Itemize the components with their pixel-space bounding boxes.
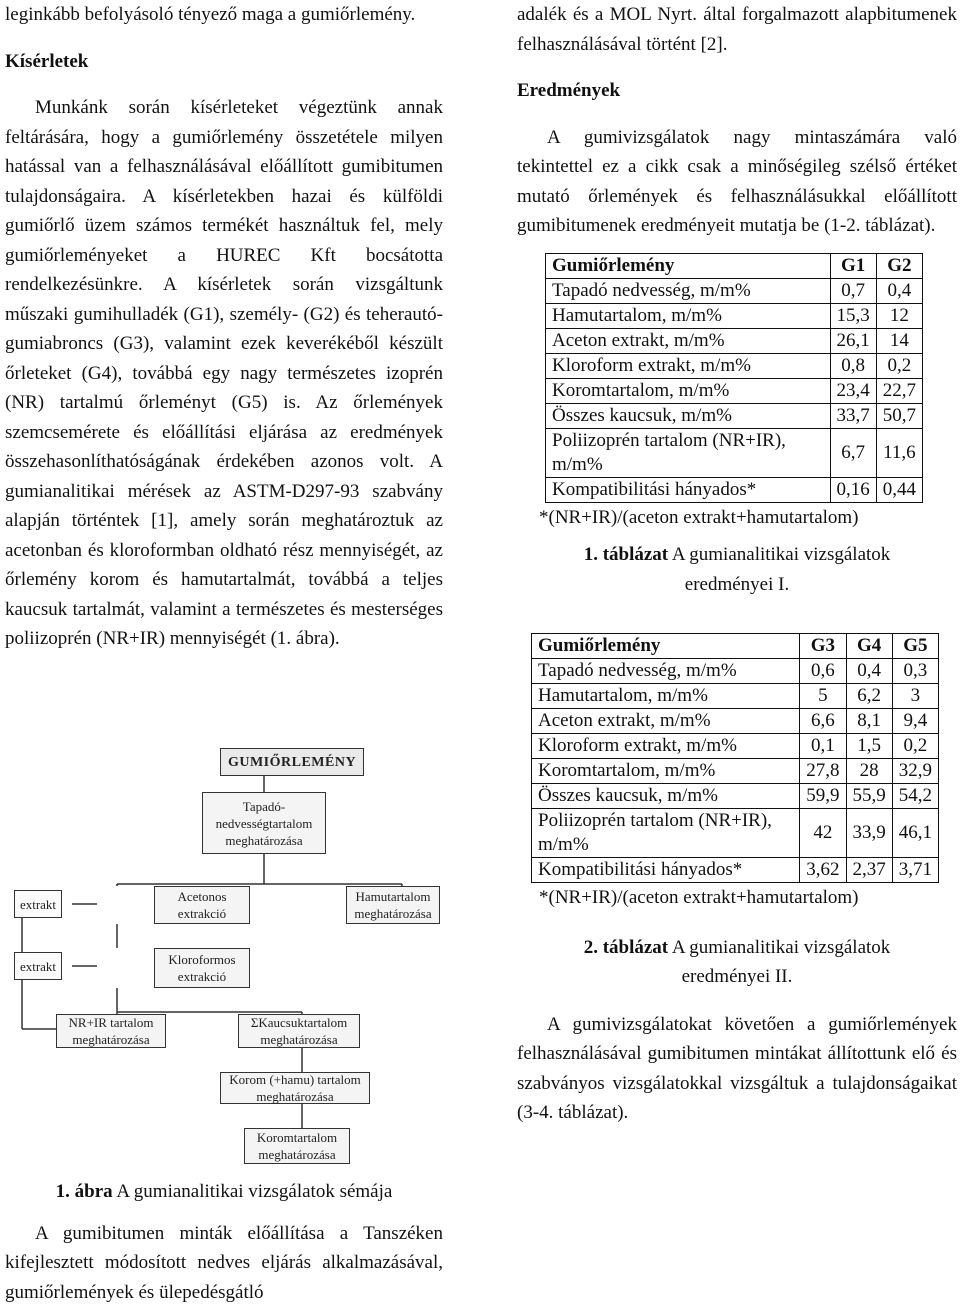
table-cell: 0,2	[876, 353, 922, 378]
table-header-cell: G2	[876, 253, 922, 278]
table-row	[546, 353, 923, 378]
table-row-label: Koromtartalom, m/m%	[532, 759, 800, 784]
table-2-caption	[517, 933, 957, 992]
table-1-caption	[517, 540, 957, 599]
table-cell: 22,7	[876, 378, 922, 403]
table-cell: 0,8	[830, 353, 876, 378]
table-cell: 26,1	[830, 328, 876, 353]
table-1-caption-number: 1. táblázat	[584, 544, 668, 565]
table-row-label: Poliizoprén tartalom (NR+IR), m/m%	[532, 809, 800, 858]
table-cell: 55,9	[846, 784, 892, 809]
diagram-node-total-rubber: ΣKaucsuktartalom meghatározása	[238, 1014, 360, 1048]
table-cell: 3,62	[800, 858, 846, 883]
table-cell: 0,1	[800, 734, 846, 759]
table-cell: 6,6	[800, 709, 846, 734]
table-2-note: *(NR+IR)/(aceton extrakt+hamutartalom)	[539, 883, 957, 913]
table-cell: 12	[876, 303, 922, 328]
table-cell: 6,7	[830, 428, 876, 477]
table-cell: 50,7	[876, 403, 922, 428]
table-row-label: Hamutartalom, m/m%	[532, 684, 800, 709]
right-column	[517, 0, 957, 1128]
table-cell: 1,5	[846, 734, 892, 759]
table-cell: 0,6	[800, 659, 846, 684]
table-row	[532, 759, 939, 784]
diagram-node-extrakt-1: extrakt	[14, 890, 62, 918]
table-row-label: Összes kaucsuk, m/m%	[546, 403, 831, 428]
table-header-cell: G4	[846, 634, 892, 659]
table-row-label: Kloroform extrakt, m/m%	[546, 353, 831, 378]
table-cell: 3	[892, 684, 938, 709]
table-row	[546, 278, 923, 303]
diagram-node-chloroform-extraction: Kloroformos extrakció	[154, 948, 250, 988]
table-cell: 0,44	[876, 477, 922, 502]
table-row	[532, 709, 939, 734]
table-cell: 15,3	[830, 303, 876, 328]
diagram-node-moisture: Tapadó- nedvességtartalom meghatározása	[202, 792, 326, 854]
table-cell: 54,2	[892, 784, 938, 809]
table-row	[532, 809, 939, 858]
table-cell: 14	[876, 328, 922, 353]
table-header-cell: Gumiőrlemény	[532, 634, 800, 659]
intro-paragraph: leginkább befolyásoló tényező maga a gumiőrlemény.	[5, 0, 443, 30]
table-header-cell: G3	[800, 634, 846, 659]
table-cell: 33,9	[846, 809, 892, 858]
table-cell: 0,4	[876, 278, 922, 303]
table-row	[546, 328, 923, 353]
table-cell: 27,8	[800, 759, 846, 784]
table-cell: 3,71	[892, 858, 938, 883]
table-header-row	[532, 634, 939, 659]
results-paragraph: A gumivizsgálatok nagy mintaszámára való tekintettel ez a cikk csak a minőségileg szélső értéket mutató őrlemények és felhasználásukkal előállított gumibitumenek eredményeit mutatja be (1-2. táblázat).	[517, 123, 957, 241]
table-cell: 9,4	[892, 709, 938, 734]
table-row-label: Hamutartalom, m/m%	[546, 303, 831, 328]
table-cell: 42	[800, 809, 846, 858]
diagram-node-extrakt-2: extrakt	[14, 952, 62, 980]
bottom-paragraph: A gumibitumen minták előállítása a Tanszéken kifejlesztett módosított nedves eljárás alkalmazásával, gumiőrlemények és ülepedésgátló	[5, 1219, 443, 1307]
table-cell: 11,6	[876, 428, 922, 477]
diagram-node-carbon-ash: Korom (+hamu) tartalom meghatározása	[220, 1072, 370, 1104]
right-top-paragraph: adalék és a MOL Nyrt. által forgalmazott alapbitumenek felhasználásával történt [2].	[517, 0, 957, 59]
table-row	[532, 734, 939, 759]
diagram-node-ash: Hamutartalom meghatározása	[346, 886, 440, 924]
table-cell: 8,1	[846, 709, 892, 734]
table-cell: 0,16	[830, 477, 876, 502]
table-row-label: Koromtartalom, m/m%	[546, 378, 831, 403]
table-row-label: Aceton extrakt, m/m%	[546, 328, 831, 353]
left-column-bottom	[5, 1177, 443, 1307]
diagram-node-carbon: Koromtartalom meghatározása	[244, 1128, 350, 1164]
table-2-caption-text: A gumianalitikai vizsgálatok eredményei II.	[668, 937, 890, 988]
table-row	[532, 659, 939, 684]
table-cell: 28	[846, 759, 892, 784]
section-heading-experiments: Kísérletek	[5, 47, 443, 77]
diagram-node-acetone-extraction: Acetonos extrakció	[154, 886, 250, 924]
table-row	[546, 428, 923, 477]
table-row	[532, 684, 939, 709]
table-1-note: *(NR+IR)/(aceton extrakt+hamutartalom)	[539, 503, 957, 533]
table-cell: 0,3	[892, 659, 938, 684]
table-row-label: Poliizoprén tartalom (NR+IR), m/m%	[546, 428, 831, 477]
after-tables-paragraph: A gumivizsgálatokat követően a gumiőrlemények felhasználásával gumibitumen mintákat állítottunk elő és szabványos vizsgálatokkal vizsgáltuk a tulajdonságaikat (3-4. táblázat).	[517, 1010, 957, 1128]
table-row	[532, 784, 939, 809]
experiments-paragraph: Munkánk során kísérleteket végeztünk annak feltárására, hogy a gumiőrlemény összetétele milyen hatással van a felhasználásával előállított gumibitumen tulajdonságaira. A kísérletekben hazai és külföldi gumiőrlő üzem számos termékét használtuk fel, mely gumiőrleményeket a HUREC Kft bocsátotta rendelkezésünkre. A kísérletek során vizsgáltunk műszaki gumihulladék (G1), személy- (G2) és teherautó-gumiabroncs (G3), valamint ezek keverékéből készült őrleteket (G4), továbbá egy nagy természetes izoprén (NR) tartalmú őrleményt (G5) is. Az őrlemények szemcsemérete és előállítási eljárása az eredmények összehasonlíthatóságának érdekében azonos volt. A gumianalitikai mérések az ASTM-D297-93 szabvány alapján történtek [1], amely során meghatároztuk az acetonban és kloroformban oldható rész mennyiségét, az őrlemény korom és hamutartalmát, továbbá a teljes kaucsuk tartalmát, valamint a természetes és mesterséges poliizoprén (NR+IR) mennyiségét (1. ábra).	[5, 93, 443, 654]
table-row-label: Tapadó nedvesség, m/m%	[546, 278, 831, 303]
diagram-node-gumiorlemeny: GUMIŐRLEMÉNY	[220, 748, 364, 776]
table-row-label: Tapadó nedvesség, m/m%	[532, 659, 800, 684]
table-row	[546, 477, 923, 502]
table-row-label: Kompatibilitási hányados*	[532, 858, 800, 883]
table-header-cell: Gumiőrlemény	[546, 253, 831, 278]
table-header-cell: G5	[892, 634, 938, 659]
left-column	[5, 0, 443, 654]
table-header-row	[546, 253, 923, 278]
table-cell: 6,2	[846, 684, 892, 709]
table-row	[532, 858, 939, 883]
figure-caption-text: A gumianalitikai vizsgálatok sémája	[113, 1181, 393, 1202]
analysis-scheme-diagram	[12, 744, 442, 1176]
table-cell: 23,4	[830, 378, 876, 403]
table-cell: 46,1	[892, 809, 938, 858]
figure-caption	[5, 1177, 443, 1207]
table-header-cell: G1	[830, 253, 876, 278]
table-cell: 0,2	[892, 734, 938, 759]
table-row	[546, 403, 923, 428]
diagram-node-nr-ir: NR+IR tartalom meghatározása	[56, 1014, 166, 1048]
table-cell: 33,7	[830, 403, 876, 428]
results-table-1	[545, 253, 923, 503]
table-row-label: Összes kaucsuk, m/m%	[532, 784, 800, 809]
table-cell: 5	[800, 684, 846, 709]
table-row-label: Kompatibilitási hányados*	[546, 477, 831, 502]
table-cell: 0,4	[846, 659, 892, 684]
table-cell: 32,9	[892, 759, 938, 784]
table-1-caption-text: A gumianalitikai vizsgálatok eredményei I.	[668, 544, 890, 595]
table-row-label: Kloroform extrakt, m/m%	[532, 734, 800, 759]
table-row	[546, 378, 923, 403]
table-row-label: Aceton extrakt, m/m%	[532, 709, 800, 734]
results-table-2	[531, 633, 939, 883]
figure-caption-number: 1. ábra	[56, 1181, 113, 1202]
table-cell: 0,7	[830, 278, 876, 303]
section-heading-results: Eredmények	[517, 76, 957, 106]
table-2-caption-number: 2. táblázat	[584, 937, 668, 958]
table-row	[546, 303, 923, 328]
table-cell: 59,9	[800, 784, 846, 809]
table-cell: 2,37	[846, 858, 892, 883]
